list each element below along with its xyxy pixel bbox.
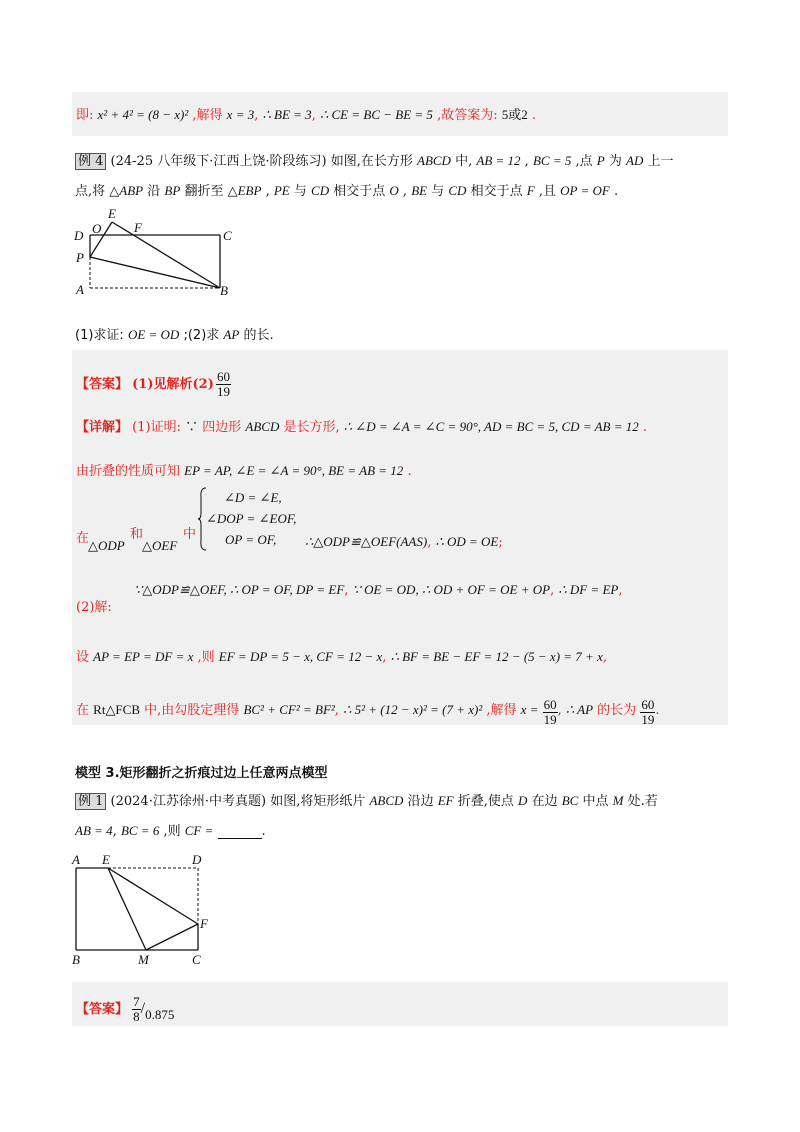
example4-cd2: CD [448,183,467,198]
example4-text4: 为 [608,154,622,169]
detail4-angles: ∴ ∠D = ∠A = ∠C = 90°, AD = BC = 5, CD = AB = 12 [343,419,639,434]
example4-line2i: 相交于点 [470,184,523,199]
example4-q1-math: OE = OD [127,327,180,342]
example4-question [75,324,274,343]
model3-title-text: 模型 3.矩形翻折之折痕过边上任意两点模型 [75,766,328,781]
example4-p: P [596,153,605,168]
example4-q1: (1)求证: [75,328,124,343]
detail4-frac [543,698,558,727]
top-answer-x: x = 3 [226,107,255,122]
detail4-quad: 四边形 [202,420,242,435]
detail4-because: ∵ [185,420,199,435]
detail4-mid [183,523,196,542]
example1-text2: 沿边 [407,794,434,809]
detail4-ap-len: 的长为 [597,703,637,718]
example4-q2-end: 的长. [243,328,274,343]
example4-text5: 上一 [647,154,674,169]
example1-text3: 折叠,使点 [457,794,514,809]
detail4-line1 [76,416,647,435]
example1-line2 [75,820,266,839]
detail4-abcd: ABCD [245,419,280,434]
example4-cd: CD [311,183,330,198]
answer1-decimal: 0.875 [145,1007,175,1022]
example4-text2: 中, [455,154,473,169]
answer4-frac-den: 19 [217,384,230,399]
example4-pe: PE [273,183,290,198]
detail4-set-text: 设 [76,650,90,665]
example4-figure [70,205,240,297]
top-answer-solve: ,解得 [192,108,223,123]
example1-m: M [612,793,624,808]
fig4-label-c: C [223,228,232,243]
example4-line2b: 沿 [147,184,161,199]
detail4-eq: ∴ 5² + (12 − x)² = (7 + x)² [343,702,483,717]
detail4-p2-comma3: , [618,583,623,598]
example4-line2 [75,180,618,199]
example1-comma: , [112,824,117,839]
example4-line2h: 与 [431,184,445,199]
answer1-frac [132,995,141,1024]
example1-ef: EF [437,793,454,808]
answer4-part1: (1)见解析(2) [132,377,214,392]
example4-op-of: OP = OF [560,183,610,198]
detail4-frac2-num: 60 [641,697,655,712]
example4-line2f: 相交于点 [333,184,386,199]
detail4-cong-text: ∴△ODP≌△OEF(AAS) [305,534,428,549]
example1-text4: 在边 [531,794,558,809]
detail4-line2 [76,460,412,479]
detail4-sys2 [206,511,296,527]
fig1-label-a: A [72,852,80,867]
fig4-label-f: F [134,220,142,235]
detail4-p2-comma2: , [550,583,555,598]
example1-text5: 中点 [582,794,609,809]
fig1-label-m: M [138,952,149,967]
detail4-fold-text: 由折叠的性质可知 [76,464,181,479]
detail4-and-text: 和 [130,527,144,542]
detail4-od-oe: ∴ OD = OE [435,534,499,549]
detail4-pyth: BC² + CF² = BF² [243,702,335,717]
example4-bc: BC = 5 [532,153,572,168]
example4-source: (24-25 八年级下·江西上饶·阶段练习) [110,154,327,169]
answer1-label: 【答案】 [76,1002,129,1017]
top-answer-equation: x² + 4² = (8 − x)² [97,107,189,122]
example1-bc: BC [561,793,579,808]
detail4-bf-comma: , [602,650,607,665]
example4-line2g: , [402,184,408,199]
top-answer-period: . [531,108,537,123]
example4-f: F [526,183,535,198]
detail4-x-eq: x = [520,702,539,717]
example4-q2: ;(2)求 [183,328,220,343]
detail4-label: 【详解】 [76,420,129,435]
detail4-fold-end: . [407,464,412,479]
example1-text1: 如图,将矩形纸片 [270,794,366,809]
fig4-label-o: O [92,221,102,236]
answer4-label: 【答案】 [76,377,129,392]
detail4-bf-math: ∴ BF = BE − EF = 12 − (5 − x) = 7 + x [390,649,603,664]
detail4-part2-line [76,596,112,615]
top-answer-ce: ∴ CE = BC − BE = 5 [319,107,433,122]
example1-d: D [518,793,528,808]
detail4-rt-line: 在 Rt△FCB 中,由勾股定理得 BC² + CF² = BF², ∴ 5² + (12 − x)² = (7 + x)² ,解得 x = $\frac{60}{19}$ , ∴ AP 的长为 $\frac{60}{19}$ . [76,697,660,727]
example1-bc-val: BC = 6 [120,823,160,838]
fig1-label-b: B [72,952,80,967]
example4-o: O [389,183,399,198]
example4-ab: AB = 12 [476,153,521,168]
answer1-frac-den: 8 [133,1009,140,1024]
detail4-semicolon: ; [498,535,503,550]
example1-figure [68,852,218,967]
fig4-label-b: B [220,283,228,297]
fig1-label-d: D [192,852,202,867]
model3-title [75,762,328,781]
fig1-label-f: F [200,916,208,931]
detail4-end1: . [642,420,648,435]
detail4-sys2-text: ∠DOP = ∠EOF, [206,511,297,526]
detail4-frac-num: 60 [543,697,557,712]
example4-ap: AP [223,327,240,342]
detail4-p2-math3: ∴ DF = EP [558,582,619,597]
fig4-label-d: D [74,228,84,243]
example1-end: . [261,824,266,839]
detail4-final-period: . [655,703,660,718]
answer1-line [76,995,174,1024]
detail4-in-text: 在 [76,531,90,546]
example1-abcd: ABCD [369,793,404,808]
detail4-rt-in: 在 [76,703,90,718]
detail4-then-comma: , [382,650,387,665]
detail4-p2-math: ∵△ODP≌△OEF, ∴ OP = OF, DP = EF [134,582,345,597]
detail4-set-math: AP = EP = DF = x [93,649,194,664]
detail4-tri2 [142,538,177,554]
detail4-tri1-text: △ODP [88,538,125,553]
example4-line2c: 翻折至 [184,184,224,199]
example1-line1 [75,790,658,809]
example1-ab: AB = 4 [75,823,113,838]
example4-be: BE [411,183,428,198]
detail4-then-text: ,则 [197,650,215,665]
detail4-sys1-text: ∠D = ∠E, [224,490,282,505]
example4-rect: ABCD [417,153,451,168]
detail4-mid-text: 中 [183,527,197,542]
example4-ad: AD [626,153,644,168]
detail4-pyth-comma: , [334,703,339,718]
answer1-slash: / [140,1000,146,1017]
detail4-p2-math2: ∵ OE = OD, ∴ OD + OF = OE + OP [352,582,551,597]
example1-tag: 例 1 [75,793,106,810]
detail4-part2-math [134,582,623,598]
fig4-label-p: P [76,250,84,265]
detail4-frac2 [640,698,655,727]
detail4-fold-math: EP = AP, ∠E = ∠A = 90°, BE = AB = 12 [184,463,404,478]
detail4-rt-tri: Rt△FCB [93,702,141,717]
example4-comma: , [524,154,529,169]
top-answer-be: ∴ BE = 3 [262,107,312,122]
answer4-line [76,370,231,399]
detail4-p2-comma: , [344,583,349,598]
detail4-sys3-text: OP = OF, [225,532,277,547]
answer4-frac-num: 60 [217,369,230,384]
example1-cf: CF = [184,823,214,838]
top-answer-result: 5或2 [501,107,528,122]
example4-tag: 例 4 [75,153,106,170]
example1-blank[interactable] [218,826,262,839]
example4-tri-ebp: △EBP [227,183,262,198]
example4-text3: ,点 [575,154,593,169]
detail4-then-math: EF = DP = 5 − x, CF = 12 − x [218,649,383,664]
fig1-label-c: C [192,952,201,967]
detail4-sys3 [225,532,276,548]
detail4-is-rect: 是长方形, [283,420,340,435]
detail4-solve: ,解得 [486,703,517,718]
example1-text6: 处.若 [627,794,658,809]
detail4-frac-den: 19 [543,712,557,727]
fig4-label-a: A [76,282,84,297]
example4-tri-abp: △ABP [109,183,144,198]
detail4-tri1 [88,538,125,554]
example4-line1 [75,150,674,169]
fig1-label-e: E [102,852,110,867]
example4-text1: 如图,在长方形 [330,154,413,169]
example4-bp: BP [164,183,181,198]
detail4-set-line [76,646,607,665]
detail4-tri2-text: △OEF [142,538,178,553]
detail4-cong-comma: , [427,535,432,550]
detail4-cong [305,534,503,550]
top-answer-line: 即: x² + 4² = (8 − x)² ,解得 x = 3, ∴ BE = 3, ∴ CE = BC − BE = 5 ,故答案为: 5或2 . [76,107,537,123]
example1-then: ,则 [163,824,181,839]
detail4-sys1 [224,490,282,506]
fig4-label-e: E [108,206,116,221]
detail4-frac2-den: 19 [641,712,655,727]
example4-line2j: ,且 [538,184,556,199]
top-answer-prefix: 即: [76,108,94,123]
detail4-ap-text: ∴ AP [565,702,594,717]
top-answer-result-prefix: ,故答案为: [437,108,498,123]
answer4-frac [216,370,231,399]
answer1-frac-num: 7 [133,994,140,1009]
example4-line2k: . [613,184,619,199]
detail4-p1: (1)证明: [132,420,181,435]
example4-line2a: 点,将 [75,184,106,199]
example1-source: (2024·江苏徐州·中考真题) [110,794,267,809]
detail4-p2-label: (2)解: [76,600,112,615]
example4-line2d: , [265,184,270,199]
example4-line2e: 与 [293,184,307,199]
detail4-rt-text: 中,由勾股定理得 [144,703,240,718]
